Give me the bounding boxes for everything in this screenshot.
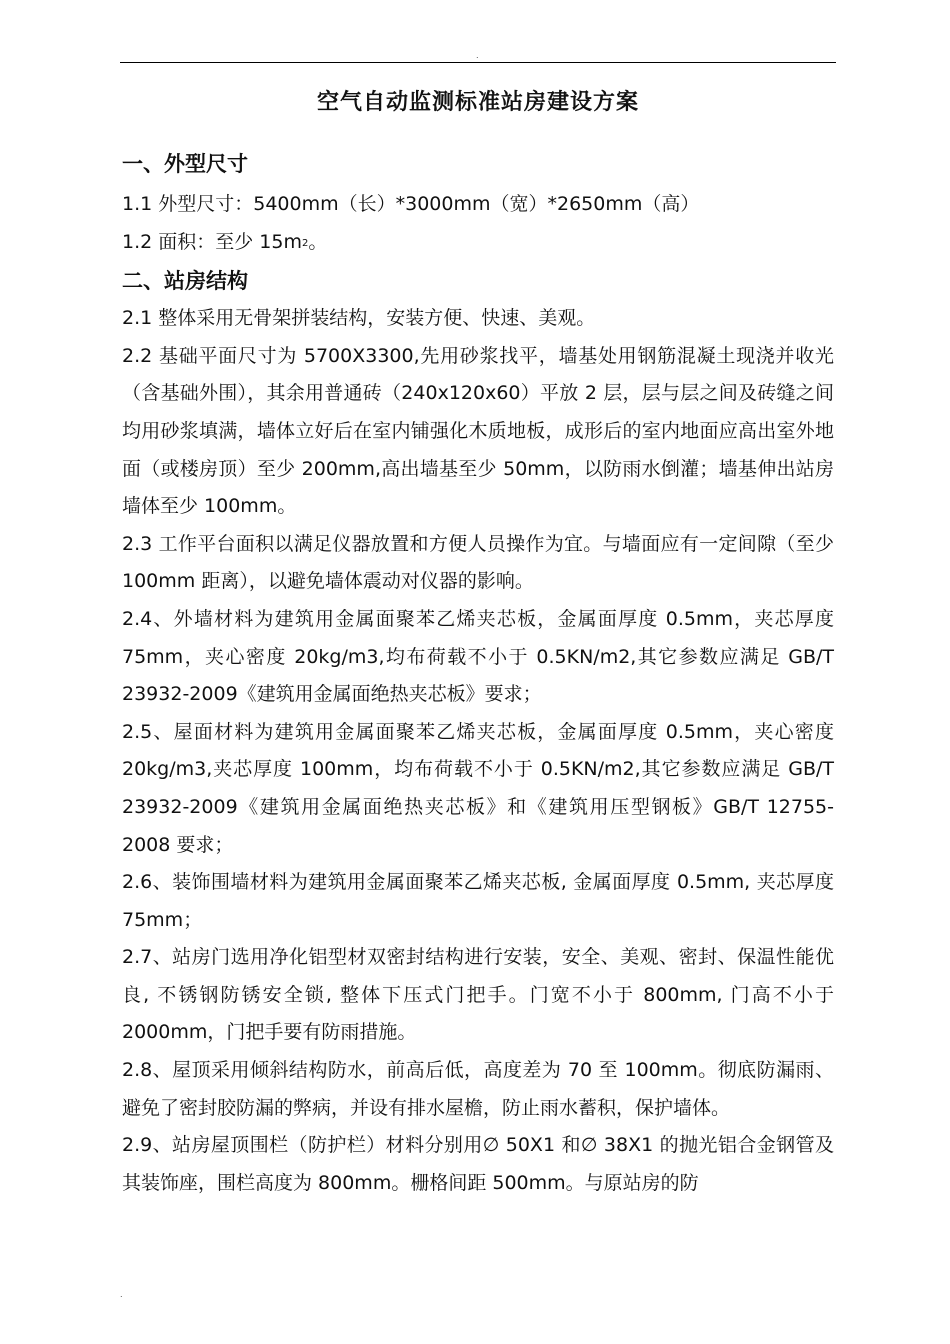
header-marker: . [476,51,479,60]
paragraph-2-2: 2.2 基础平面尺寸为 5700X3300,先用砂浆找平，墙基处用钢筋混凝土现浇并收光（含基础外围），其余用普通砖（240x120x60）平放 2 层，层与层之间及砖缝之间均用砂浆填满，墙体立好后在室内铺强化木质地板，成形后的室内地面应高出室外地面（或楼房顶）至少 200mm,高出墙基至少 50mm，以防雨水倒灌；墙基伸出站房墙体至少 100mm。 [122,344,834,518]
paragraph-2-7: 2.7、站房门选用净化铝型材双密封结构进行安装，安全、美观、密封、保温性能优良, 不锈钢防锈安全锁, 整体下压式门把手。门宽不小于 800mm, 门高不小于 2000mm，门把手要有防雨措施。 [122,946,834,1044]
paragraph-2-6: 2.6、装饰围墙材料为建筑用金属面聚苯乙烯夹芯板, 金属面厚度 0.5mm, 夹芯厚度 75mm； [122,871,834,931]
document-title: 空气自动监测标准站房建设方案 [316,90,639,115]
paragraph-1-2-end: 。 [308,230,328,253]
section-heading-dimensions: 一、外型尺寸 [122,152,248,176]
document-body [122,145,834,1202]
footer-marker: . [120,1290,123,1299]
paragraph-2-5: 2.5、屋面材料为建筑用金属面聚苯乙烯夹芯板，金属面厚度 0.5mm，夹心密度 20kg/m3,夹芯厚度 100mm，均布荷载不小于 0.5KN/m2,其它参数应满足 GB/T 23932-2009《建筑用金属面绝热夹芯板》和《建筑用压型钢板》GB/T 12755-2008 要求； [122,720,834,856]
paragraph-1-2-text: 1.2 面积：至少 15m [122,230,302,253]
header-rule [120,62,836,63]
area-unit-superscript: 2 [301,237,309,249]
paragraph-2-4: 2.4、外墙材料为建筑用金属面聚苯乙烯夹芯板，金属面厚度 0.5mm，夹芯厚度 75mm，夹心密度 20kg/m3,均布荷载不小于 0.5KN/m2,其它参数应满足 GB/T 23932-2009《建筑用金属面绝热夹芯板》要求； [122,607,834,706]
paragraph-2-9: 2.9、站房屋顶围栏（防护栏）材料分别用∅ 50X1 和∅ 38X1 的抛光铝合金钢管及其装饰座，围栏高度为 800mm。栅格间距 500mm。与原站房的防 [122,1134,834,1194]
paragraph-1-1: 1.1 外型尺寸：5400mm（长）*3000mm（宽）*2650mm（高） [122,193,700,215]
paragraph-2-8: 2.8、屋顶采用倾斜结构防水，前高后低，高度差为 70 至 100mm。彻底防漏雨、避免了密封胶防漏的弊病，并设有排水屋檐，防止雨水蓄积，保护墙体。 [122,1059,834,1119]
paragraph-1-2 [122,224,834,263]
paragraph-2-1: 2.1 整体采用无骨架拼装结构，安装方便、快速、美观。 [122,307,596,330]
section-heading-structure: 二、站房结构 [122,269,248,294]
paragraph-2-3: 2.3 工作平台面积以满足仪器放置和方便人员操作为宜。与墙面应有一定间隙（至少 100mm 距离），以避免墙体震动对仪器的影响。 [122,532,834,593]
